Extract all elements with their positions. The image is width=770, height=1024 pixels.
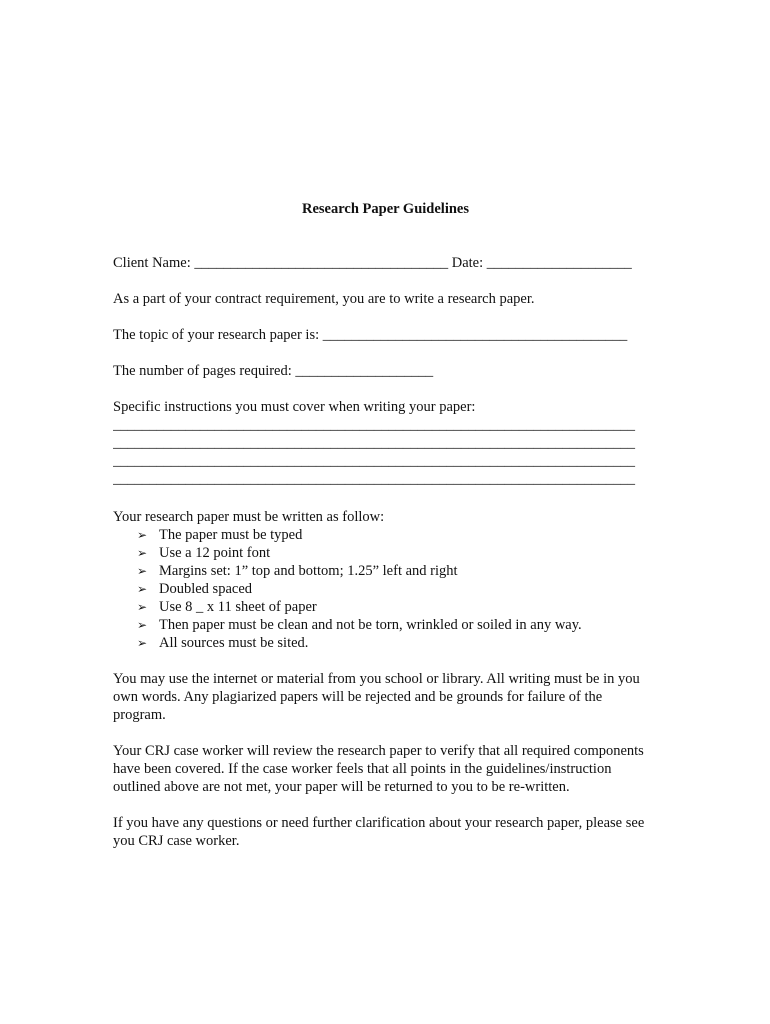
arrow-bullet-icon: ➢ (137, 618, 148, 632)
instruction-blank-line: ________________________________________________________________________ (113, 453, 635, 469)
list-item: ➢ All sources must be sited. (137, 635, 309, 651)
list-item: ➢ Doubled spaced (137, 581, 253, 597)
instruction-blank-line: ________________________________________________________________________ (113, 417, 635, 433)
arrow-bullet-icon: ➢ (137, 636, 148, 650)
instruction-blank-line: ________________________________________________________________________ (113, 435, 635, 451)
instructions-label: Specific instructions you must cover when writing your paper: (113, 399, 476, 415)
arrow-bullet-icon: ➢ (137, 546, 148, 560)
arrow-bullet-icon: ➢ (137, 528, 148, 542)
instruction-blank-lines (113, 416, 658, 488)
intro-text: As a part of your contract requirement, you are to write a research paper. (113, 291, 535, 307)
document-title: Research Paper Guidelines (301, 201, 469, 217)
arrow-bullet-icon: ➢ (137, 582, 148, 596)
format-list (113, 526, 658, 652)
list-item: ➢ Then paper must be clean and not be torn, wrinkled or soiled in any way. (137, 617, 582, 633)
questions-paragraph: If you have any questions or need further clarification about your research paper, please see you CRJ case worker. (113, 815, 645, 849)
arrow-bullet-icon: ➢ (137, 600, 148, 614)
list-item: ➢ Use 8 _ x 11 sheet of paper (137, 599, 317, 615)
review-paragraph: Your CRJ case worker will review the research paper to verify that all required components have been covered. If the case worker feels that all points in the guidelines/instruction outlined above are not met, your paper will be returned to you to be re-written. (113, 743, 644, 795)
list-item: ➢ Margins set: 1” top and bottom; 1.25” left and right (137, 563, 458, 579)
list-item: ➢ The paper must be typed (137, 527, 303, 543)
internet-paragraph: You may use the internet or material from you school or library. All writing must be in you own words. Any plagiarized papers will be rejected and be grounds for failure of the program. (113, 671, 640, 723)
list-item: ➢ Use a 12 point font (137, 545, 271, 561)
instruction-blank-line: ________________________________________________________________________ (113, 471, 635, 487)
format-heading: Your research paper must be written as follow: (113, 509, 385, 525)
client-name-date-line: Client Name: ___________________________________ Date: ____________________ (113, 255, 632, 271)
document-page (113, 200, 658, 850)
topic-line: The topic of your research paper is: __________________________________________ (113, 327, 628, 343)
pages-required-line: The number of pages required: ___________________ (113, 363, 434, 379)
arrow-bullet-icon: ➢ (137, 564, 148, 578)
